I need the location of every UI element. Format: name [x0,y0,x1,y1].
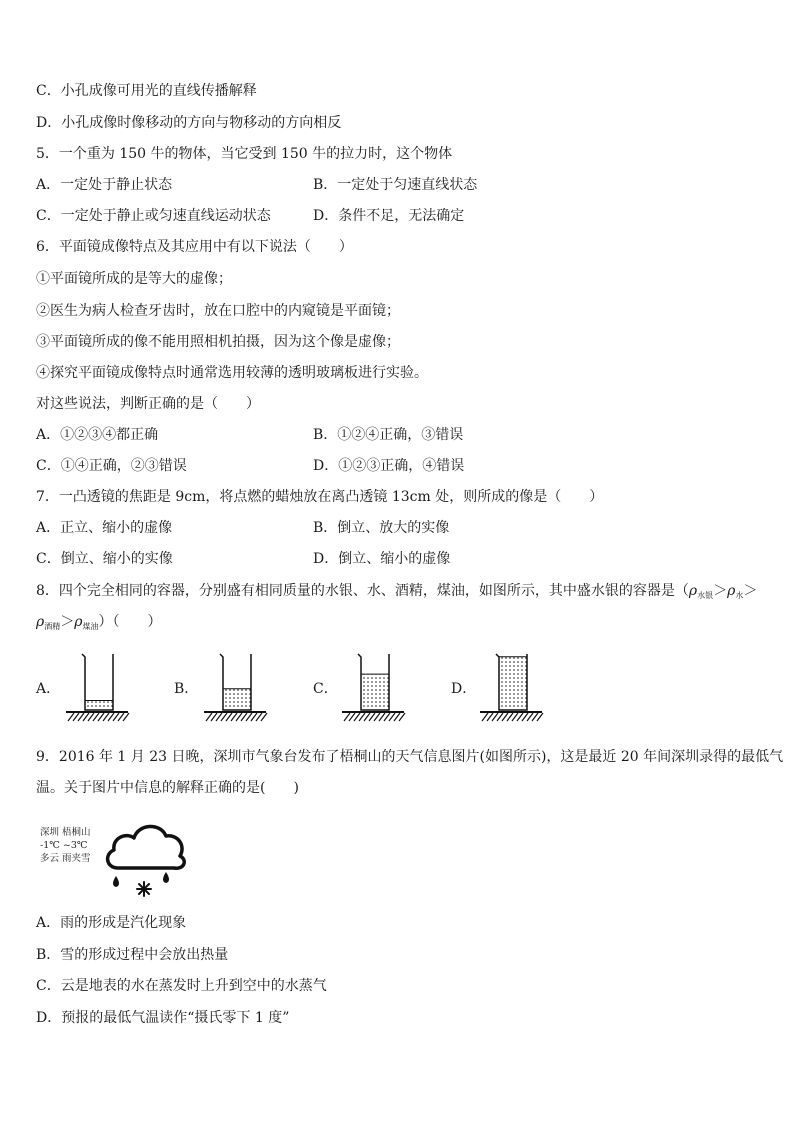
sub-kerosene: 煤油 [82,622,99,631]
q8-fig-label-d: D． [451,681,477,697]
q4-option-d: D．小孔成像时像移动的方向与物移动的方向相反 [36,115,342,131]
rho-symbol: ρ [727,583,736,599]
weather-temperature: -1℃ ~3℃ [40,840,88,851]
liquid-level [223,689,251,710]
q9-option-a: A．雨的形成是汽化现象 [36,915,187,931]
sub-alcohol: 酒精 [44,622,61,631]
q4-option-c: C．小孔成像可用光的直线传播解释 [36,83,257,99]
q5-option-c: C．一定处于静止或匀速直线运动状态 [36,208,271,224]
gt-symbol: ＞ [713,583,728,599]
ground-hatch [204,712,267,721]
q5-stem: 5．一个重为 150 牛的物体，当它受到 150 牛的拉力时，这个物体 [36,146,453,162]
beaker-figure-b [200,648,270,730]
liquid-level [85,700,113,710]
rho-symbol: ρ [36,614,45,630]
liquid-level [499,657,527,710]
q8-fig-label-a: A． [36,681,61,697]
gt-symbol: ＞ [60,614,75,630]
q5-option-a: A．一定处于静止状态 [36,177,173,193]
weather-location: 深圳 梧桐山 [40,827,91,838]
q6-statement-3: ③平面镜所成的像不能用照相机拍摄，因为这个像是虚像； [36,334,400,350]
beaker-figure-d [476,648,546,730]
q6-option-b: B．①②④正确，③错误 [313,427,464,443]
q7-option-b: B．倒立、放大的实像 [313,520,450,536]
q5-option-b: B．一定处于匀速直线状态 [313,177,478,193]
q6-judge: 对这些说法，判断正确的是（ ） [36,396,260,412]
q9-stem-line2: 温。关于图片中信息的解释正确的是( ) [36,780,299,796]
liquid-level [361,674,389,710]
ground-hatch [480,712,543,721]
q8-fig-label-c: C． [313,681,338,697]
q7-option-c: C．倒立、缩小的实像 [36,551,173,567]
sub-mercury: 水银 [697,591,714,600]
q7-option-d: D．倒立、缩小的虚像 [313,551,451,567]
q6-statement-4: ④探究平面镜成像特点时通常选用较薄的透明玻璃板进行实验。 [36,365,428,381]
q9-option-c: C．云是地表的水在蒸发时上升到空中的水蒸气 [36,978,327,994]
q5-option-d: D．条件不足，无法确定 [313,208,465,224]
rho-symbol: ρ [688,583,698,599]
weather-condition: 多云 雨夹雪 [40,853,91,864]
q8-close: ）（ ） [98,614,162,630]
gt-symbol: ＞ [743,583,758,599]
q9-option-d: D．预报的最低气温读作“摄氏零下 1 度” [36,1010,290,1026]
q7-stem: 7．一凸透镜的焦距是 9cm，将点燃的蜡烛放在离凸透镜 13cm 处，则所成的像是（ ） [36,489,604,505]
q8-stem-line2 [36,612,161,637]
beaker-figure-c [338,648,408,730]
q9-stem-line1: 9．2016 年 1 月 23 日晚，深圳市气象台发布了梧桐山的天气信息图片(如图所示)，这是最近 20 年间深圳录得的最低气 [36,749,784,765]
q8-fig-label-b: B． [174,681,199,697]
q8-stem [36,581,757,606]
cloud-rain-snow-icon [100,810,190,902]
q6-stem: 6．平面镜成像特点及其应用中有以下说法（ ） [36,239,353,255]
sub-water: 水 [735,591,744,600]
q9-option-b: B．雪的形成过程中会放出热量 [36,947,229,963]
q7-option-a: A．正立、缩小的虚像 [36,520,173,536]
beaker-figure-a [62,648,132,730]
q6-statement-2: ②医生为病人检查牙齿时，放在口腔中的内窥镜是平面镜； [36,303,400,319]
q6-option-a: A．①②③④都正确 [36,427,159,443]
q8-stem-text: 8．四个完全相同的容器，分别盛有相同质量的水银、水、酒精，煤油，如图所示，其中盛水银的容器是（ [36,583,689,599]
ground-hatch [66,712,129,721]
rho-symbol: ρ [74,614,83,630]
ground-hatch [342,712,405,721]
q6-statement-1: ①平面镜所成的是等大的虚像； [36,271,232,287]
q6-option-d: D．①②③正确，④错误 [313,458,465,474]
q6-option-c: C．①④正确，②③错误 [36,458,187,474]
